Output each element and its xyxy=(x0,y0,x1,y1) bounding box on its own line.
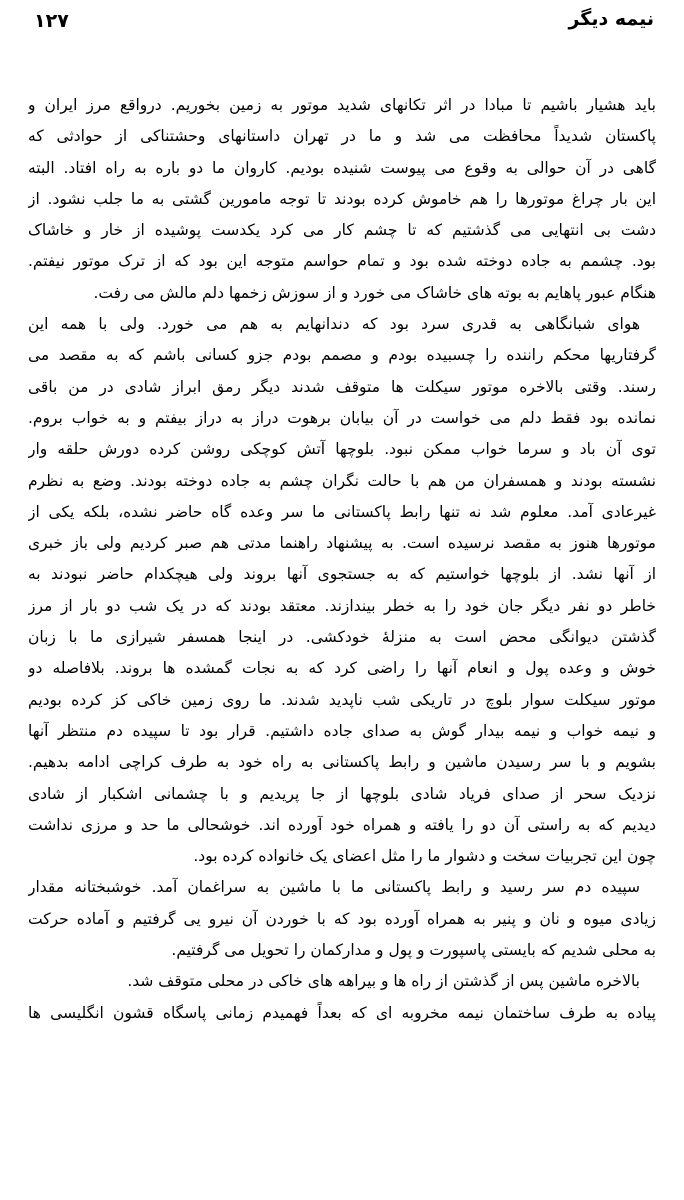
text-line: از آنها نشد. از بلوچها خواستیم که به جستجوی آنها بروند ولی هیچکدام حاضر نبودند به xyxy=(28,565,656,584)
page-number: ۱۲۷ xyxy=(34,10,69,32)
text-line: غیرعادی آمد. معلوم شد نه تنها رابط پاکستانی ما سر وعده گاه حاضر نشده، بلکه یکی از xyxy=(28,502,656,521)
text-line: سپیده دم سر رسید و رابط پاکستانی ما با ماشین به سراغمان آمد. خوشبختانه مقدار xyxy=(28,878,640,897)
text-line: زیادی میوه و نان و پنیر به همراه آورده بود که با خوردن آن نیرو یی گرفتیم و آماده حرکت xyxy=(28,909,656,928)
text-line: رسند. وقتی بالاخره موتور سیکلت ها متوقف شدند دیگر رمق ابراز شادی در من باقی xyxy=(28,377,656,396)
text-line: خوش و وعده پول و انعام آنها را راضی کرد که به نجات گمشده ها بروند. بلافاصله دو xyxy=(28,659,656,678)
text-line: این بار چراغ موتورها را هم خاموش کرده بودند تا توجه مامورین گشتی به ما جلب نشود. از xyxy=(28,189,656,208)
text-line: بالاخره ماشین پس از گذشتن از راه ها و بیراهه های خاکی در محلی متوقف شد. xyxy=(127,972,640,991)
page-header xyxy=(34,6,654,36)
text-line: پیاده به طرف ساختمان نیمه مخروبه ای که بعداً فهمیدم زمانی پاسگاه قشون انگلیسی ها xyxy=(28,1003,656,1022)
text-line: چون این تجربیات سخت و دشوار ما را مثل اعضای یک خانواده کرده بود. xyxy=(193,847,656,866)
text-line: دیدیم که به راستی آن دو را یافته و همراه خود آورده اند. خوشحالی ما حد و مرزی نداشت xyxy=(28,815,656,834)
text-line: هوای شبانگاهی به قدری سرد بود که دندانهایم به هم می خورد. ولی با همه این xyxy=(28,315,640,334)
text-line: خاطر دو نفر دیگر جان خود را به خطر بیندازند. معتقد بودند که در یک شب دو بار از مرز xyxy=(28,596,656,615)
text-line: و نیمه خواب و نیمه بیدار گوش به صدای جاده داشتیم. قرار بود تا سپیده دم منتظر آنها xyxy=(28,721,656,740)
text-line: باید هشیار باشیم تا مبادا در اثر تکانهای شدید موتور به زمین بخوریم. درواقع مرز ایران و xyxy=(28,96,656,114)
text-line: بشویم و با سر رسیدن ماشین و رابط پاکستانی به راه خود به طرف کراچی ادامه بدهیم. xyxy=(28,753,656,772)
text-line: توی آن باد و سرما خواب ممکن نبود. بلوچها آتش کوچکی روشن کرده دورش حلقه وار xyxy=(28,440,656,459)
body-text xyxy=(28,90,656,1029)
text-line: گاهی در آن حوالی به وقوع می پیوست شنیده بودیم. کاروان ما دو باره به راه افتاد. البته xyxy=(28,158,656,177)
text-line: به محلی شدیم که بایستی پاسپورت و پول و مدارکمان را تحویل می گرفتیم. xyxy=(171,941,656,960)
text-line: نمانده بود فقط دلم می خواست در آن بیابان برهوت دراز به دراز بیفتم و به خواب بروم. xyxy=(28,408,656,427)
text-line: گرفتاریها محکم راننده را چسبیده بودم و مصمم بودم جزو کسانی باشم که به مقصد می xyxy=(28,346,656,365)
text-line: نشسته بودند و همسفران من هم با حالت نگران چشم به جاده دوخته بودند. وضع به نظرم xyxy=(28,471,656,490)
text-line: دشت بی انتهایی می گذشتیم که تا چشم کار می کرد یکدست پوشیده از خار و خاشاک xyxy=(28,221,656,240)
running-title: نیمه دیگر xyxy=(568,8,654,30)
text-line: پاکستان شدیداً محافظت می شد و ما در تهران داستانهای وحشتناکی از حوادثی که xyxy=(28,127,656,146)
text-line: گذشتن دیوانگی محض است به منزلهٔ خودکشی. در اینجا همسفر شیرازی ما با زبان xyxy=(28,628,656,647)
text-line: موتور سیکلت سوار بلوچ در تاریکی شب ناپدید شدند. ما روی زمین خاکی کز کرده بودیم xyxy=(28,690,656,709)
text-line: بود. چشمم به جاده دوخته شده بود و تمام حواسم متوجه این بود که از ترک موتور نیفتم. xyxy=(28,252,656,271)
text-line: هنگام عبور پاهایم به بوته های خاشاک می خورد و از سوزش زخمها دلم مالش می رفت. xyxy=(93,283,656,302)
text-line: نزدیک سحر از صدای فریاد شادی بلوچها از جا پریدیم و با چشمانی اشکبار از شادی xyxy=(28,784,656,803)
text-line: موتورها هنوز به مقصد نرسیده است. به پیشنهاد راهنما مدتی هم صبر کردیم ولی باز خبری xyxy=(28,534,656,553)
